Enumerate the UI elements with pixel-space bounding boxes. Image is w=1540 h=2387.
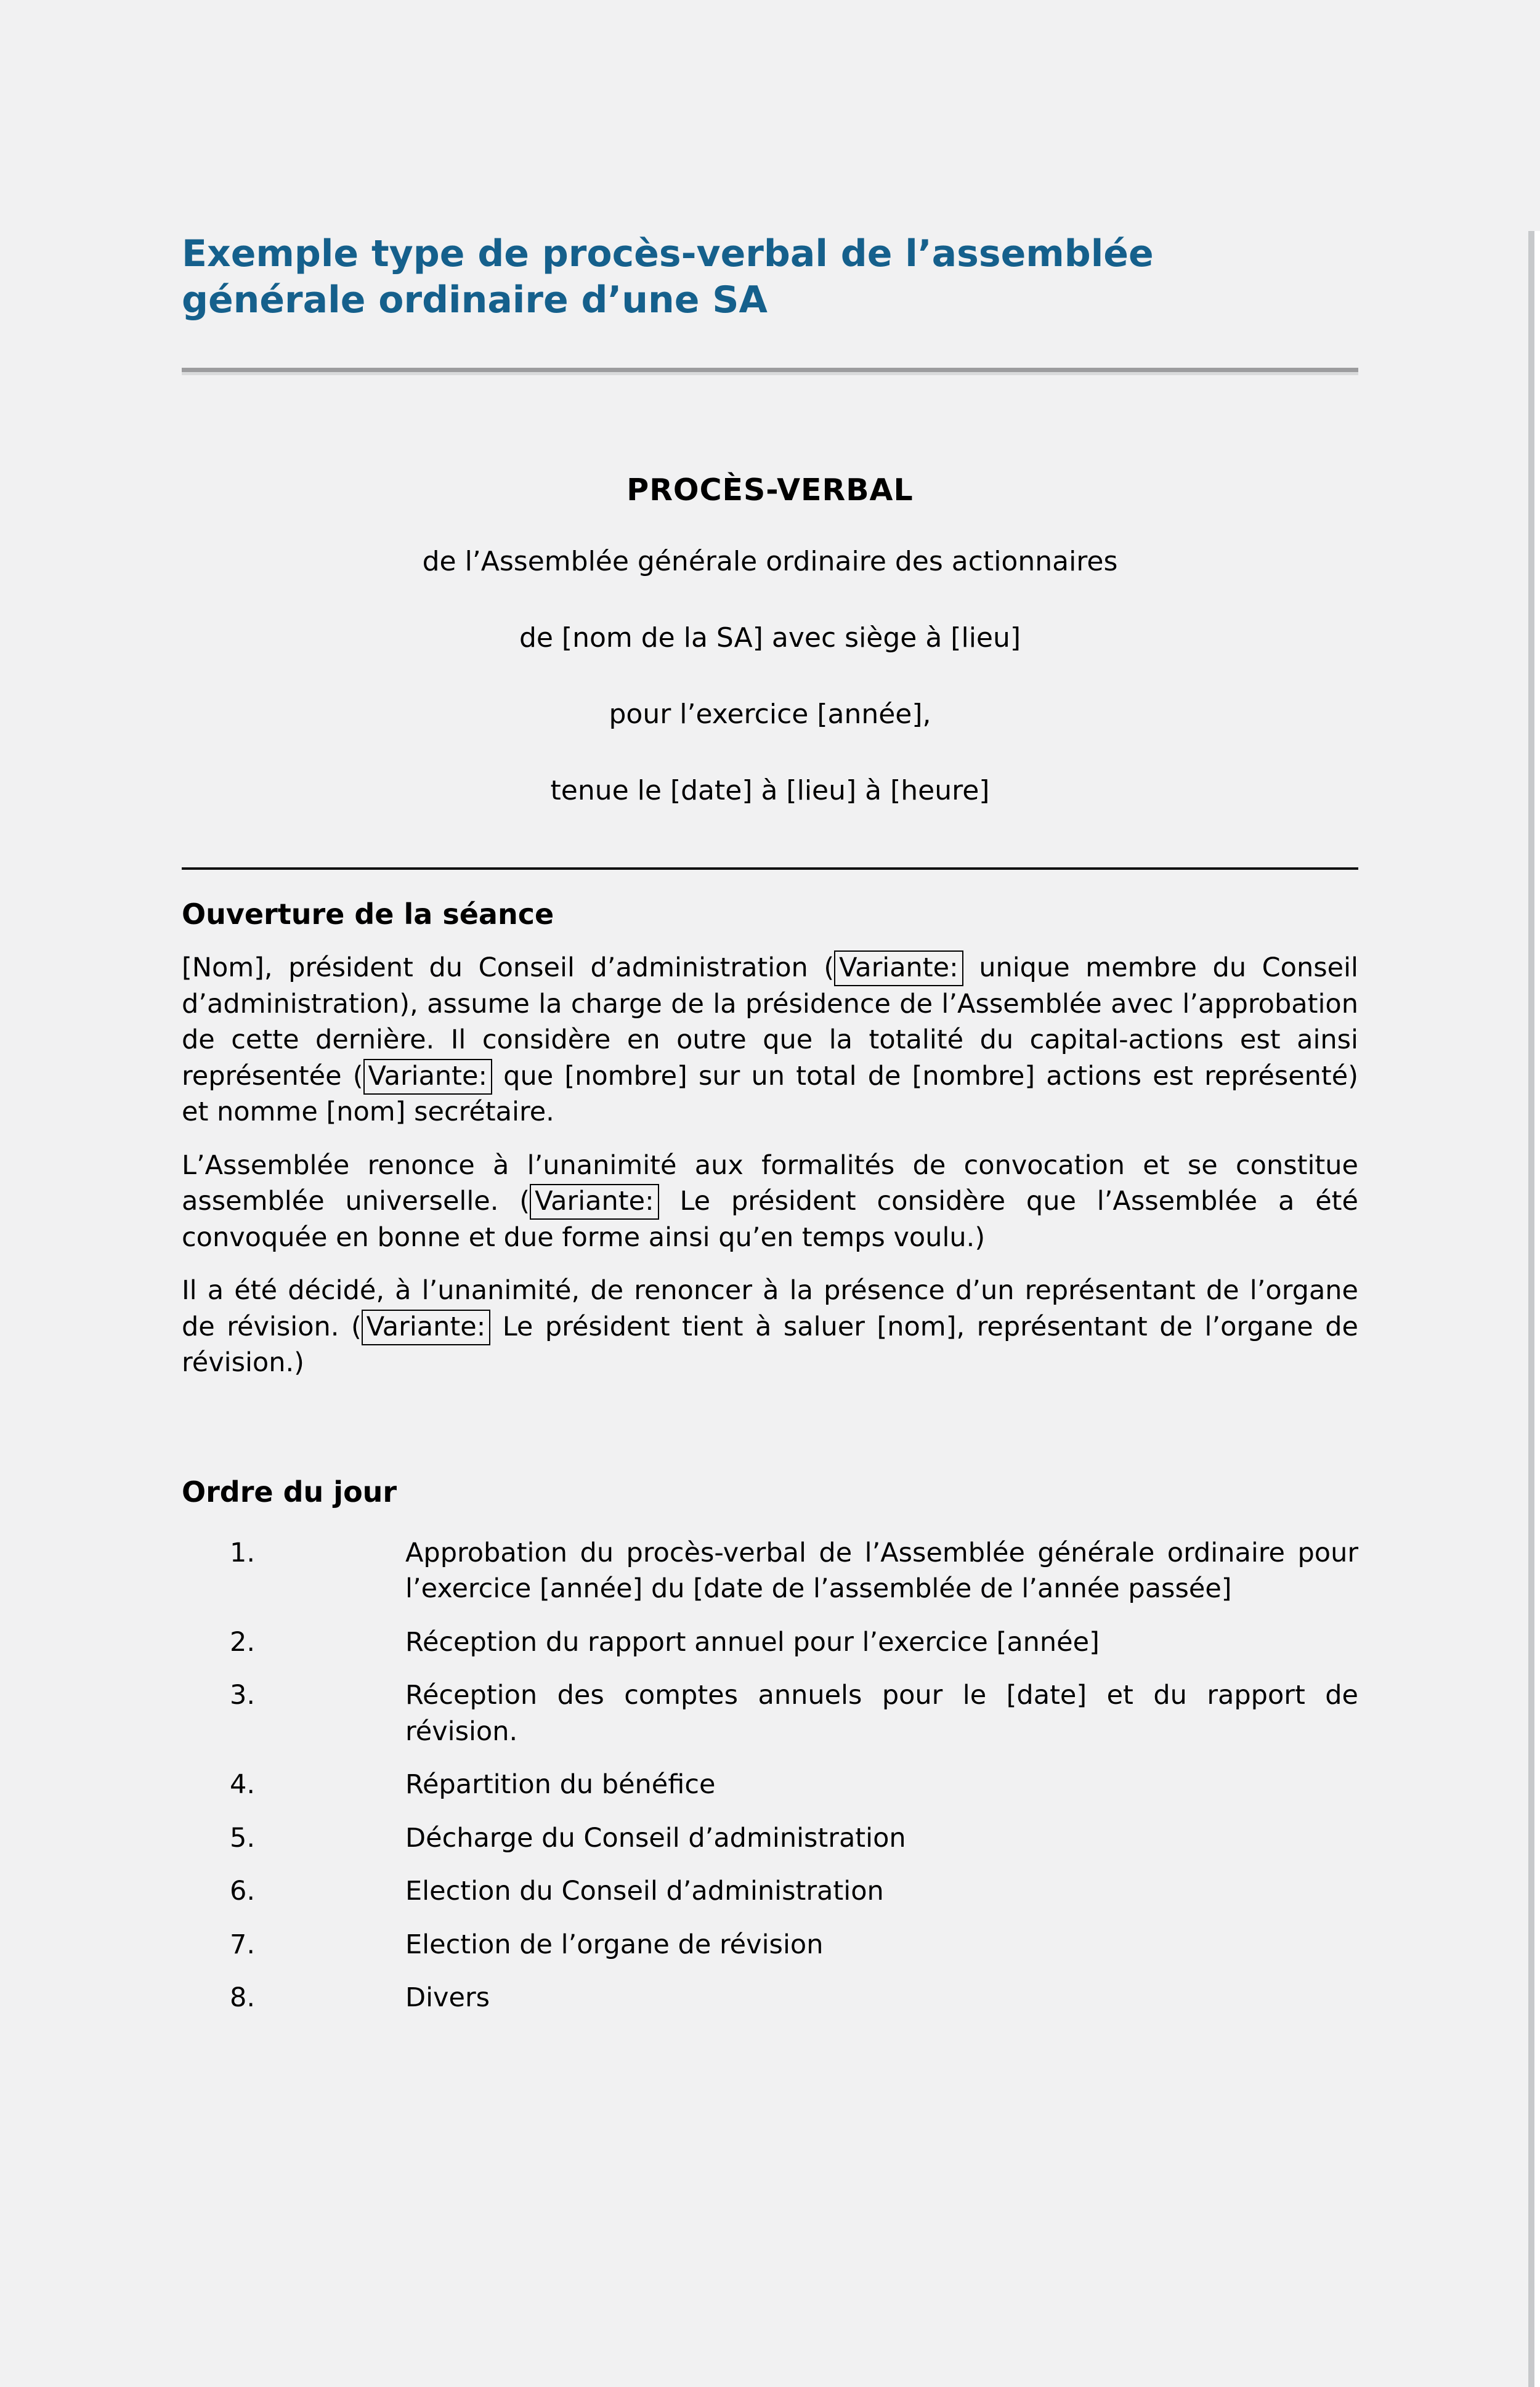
agenda-item [182, 1767, 1358, 1803]
agenda-item-text: Décharge du Conseil d’administration [405, 1822, 906, 1854]
page-title [182, 231, 1358, 323]
pv-subtitle-line: de l’Assemblée générale ordinaire des actionnaires [422, 546, 1118, 577]
title-divider-rule [182, 368, 1358, 372]
agenda-item-text: Réception du rapport annuel pour l’exercice [année] [405, 1626, 1100, 1658]
opening-paragraphs [182, 950, 1358, 1381]
section-divider-rule [182, 867, 1358, 870]
agenda-item-text: Réception des comptes annuels pour le [date] et du rapport de révision. [405, 1680, 1358, 1747]
variante-box: Variante: [530, 1184, 659, 1220]
paragraph: [Nom], président du Conseil d’administration ( Variante: unique membre du Conseil d’administration), assume la charge de la présidence de l’Assemblée avec l’approbation de cette dernière. Il considère en outre que la totalité du capital-actions est ainsi représentée ( Variante: que [nombre] sur un total de [nombre] actions est représenté) et nomme [nom] secrétaire. [182, 950, 1358, 1130]
agenda-item-text: Divers [405, 1982, 490, 2013]
pv-subtitle-line: de [nom de la SA] avec siège à [lieu] [519, 622, 1021, 654]
agenda-item-number: 4. [230, 1769, 256, 1800]
agenda-item [182, 1927, 1358, 1963]
pv-heading: PROCÈS-VERBAL [626, 472, 914, 508]
paragraph: L’Assemblée renonce à l’unanimité aux formalités de convocation et se constitue assemblée universelle. ( Variante: Le président considère que l’Assemblée a été convoquée en bonne et due forme ainsi qu’en temps voulu.) [182, 1149, 1358, 1253]
paragraph: Il a été décidé, à l’unanimité, de renoncer à la présence d’un représentant de l’organe de révision. ( Variante: Le président tient à saluer [nom], représentant de l’organe de révision.) [182, 1275, 1359, 1378]
agenda-item [182, 1820, 1358, 1857]
opening-section-heading: Ouverture de la séance [182, 898, 554, 931]
agenda-item-number: 2. [230, 1626, 256, 1658]
pv-subtitle-line: pour l’exercice [année], [609, 699, 931, 730]
agenda-item-text: Répartition du bénéfice [405, 1769, 716, 1800]
document-page [0, 231, 1540, 2387]
agenda-section-heading: Ordre du jour [182, 1475, 397, 1509]
agenda-item-text: Election de l’organe de révision [405, 1929, 824, 1960]
pv-subtitle-line: tenue le [date] à [lieu] à [heure] [550, 775, 990, 806]
agenda-item-text: Approbation du procès-verbal de l’Assemblée générale ordinaire pour l’exercice [année] du [date de l’assemblée de l’année passée] [405, 1537, 1358, 1604]
agenda-list [182, 1535, 1358, 2016]
page-content [0, 231, 1540, 2016]
variante-box: Variante: [834, 950, 963, 986]
agenda-item-number: 1. [230, 1537, 256, 1568]
page-title-line: générale ordinaire d’une SA [182, 278, 768, 322]
pv-subtitle-lines [182, 544, 1358, 809]
scrollbar-track[interactable] [1528, 231, 1540, 2387]
agenda-item-number: 3. [230, 1680, 256, 1711]
variante-box: Variante: [362, 1310, 490, 1345]
agenda-item-number: 5. [230, 1822, 256, 1854]
page-title-line: Exemple type de procès-verbal de l’assemblée [182, 232, 1154, 275]
agenda-item [182, 1677, 1358, 1749]
agenda-item-number: 7. [230, 1929, 256, 1960]
agenda-item-number: 6. [230, 1876, 256, 1907]
agenda-item [182, 1624, 1358, 1661]
agenda-item-number: 8. [230, 1982, 256, 2013]
agenda-item [182, 1873, 1358, 1910]
agenda-item [182, 1980, 1358, 2016]
variante-box: Variante: [363, 1059, 492, 1095]
agenda-item-text: Election du Conseil d’administration [405, 1876, 884, 1907]
scrollbar-thumb[interactable] [1528, 231, 1534, 2387]
agenda-item [182, 1535, 1358, 1607]
